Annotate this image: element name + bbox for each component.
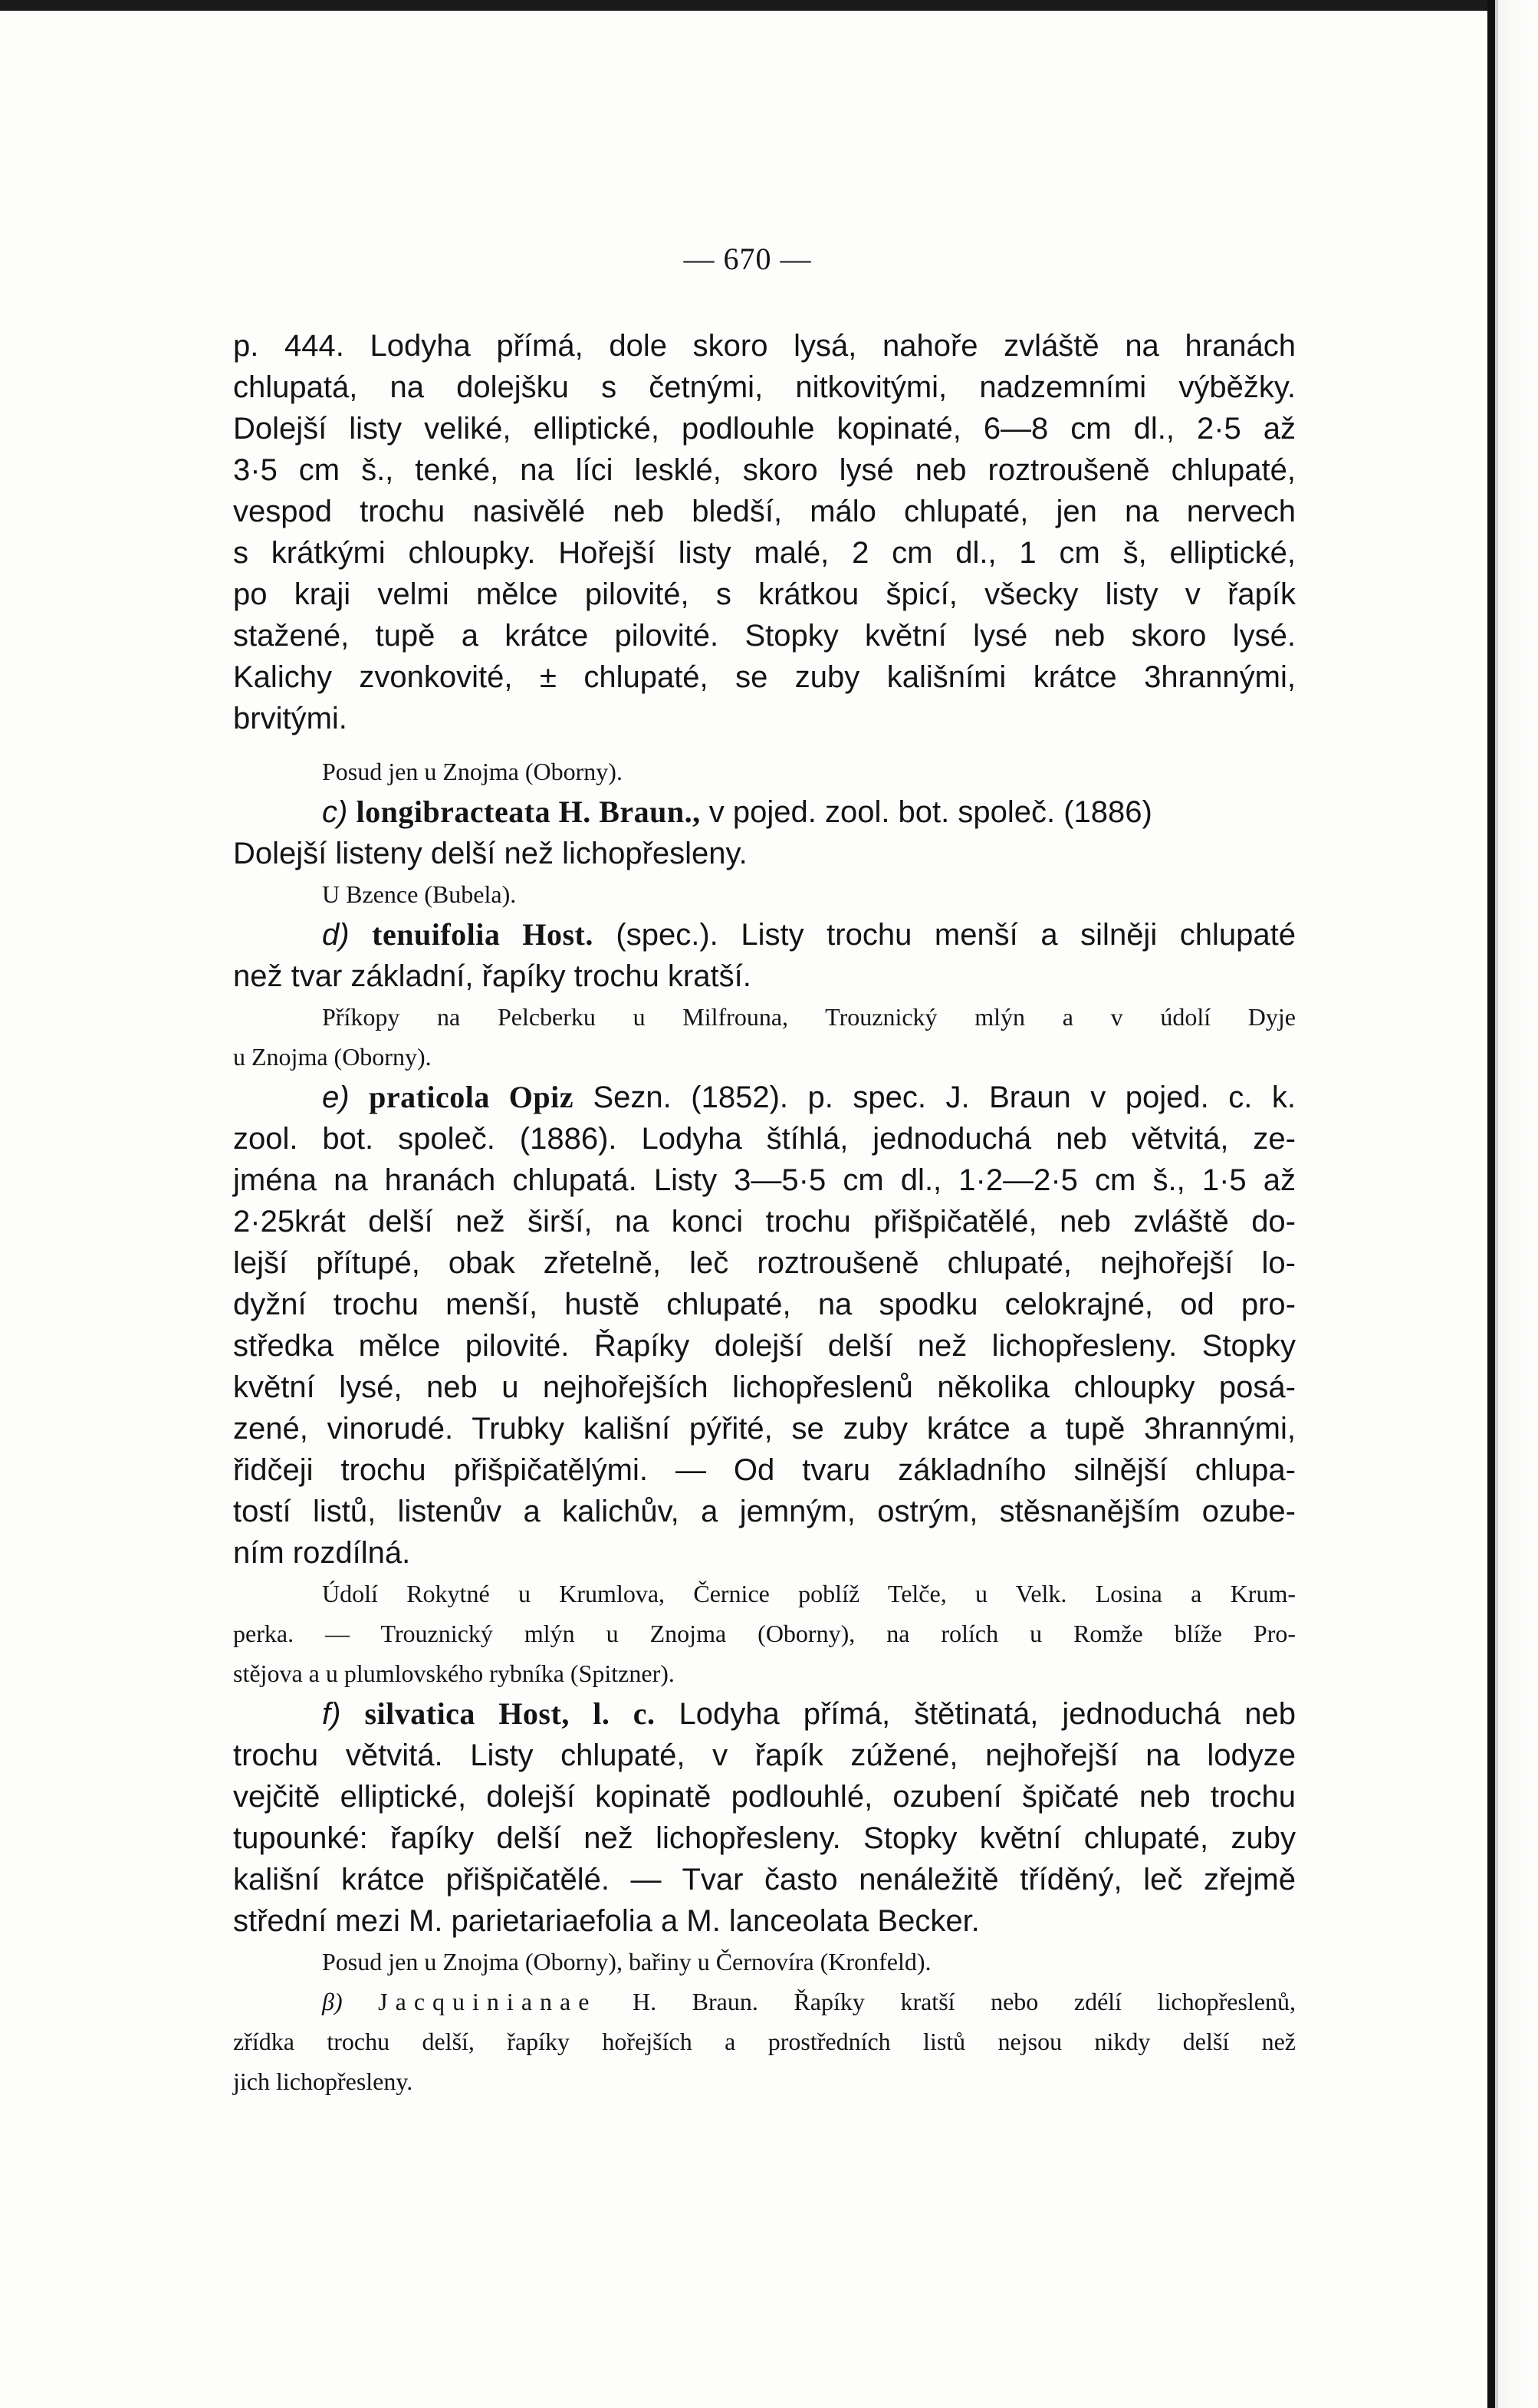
text-line: tostí listů, listenův a kalichův, a jemným, ostrým, stěsnanějším ozube- <box>233 1495 1296 1528</box>
subvariety-name: Jacquinianae <box>378 1988 597 2015</box>
text-line: květní lysé, neb u nejhořejších lichopřeslenů několika chloupky posá- <box>233 1370 1296 1404</box>
text-line: stažené, tupě a krátce pilovité. Stopky květní lysé neb skoro lysé. <box>233 619 1296 653</box>
text-body <box>233 325 1296 2101</box>
locality-line: zřídka trochu delší, řapíky hořejších a prostředních listů nejsou nikdy delší než <box>233 2028 1296 2055</box>
locality-note <box>233 752 1296 791</box>
variety-heading: d) tenuifolia Host. (spec.). Listy trochu menší a silněji chlupaté <box>322 917 1296 952</box>
locality-line: perka. — Trouznický mlýn u Znojma (Oborny), na rolích u Romže blíže Pro- <box>233 1620 1296 1647</box>
text-line: dyžní trochu menší, hustě chlupaté, na spodku celokrajné, od pro- <box>233 1288 1296 1321</box>
text-line: řidčeji trochu přišpičatělými. — Od tvaru základního silnější chlupa- <box>233 1453 1296 1487</box>
text-line: vespod trochu nasivělé neb bledší, málo chlupaté, jen na nervech <box>233 495 1296 528</box>
binding-edge <box>1487 0 1495 2408</box>
text-line: p. 444. Lodyha přímá, dole skoro lysá, nahoře zvláště na hranách <box>233 329 1296 363</box>
text-line: střední mezi M. parietariaefolia a M. lanceolata Becker. <box>233 1904 980 1938</box>
locality-line: u Znojma (Oborny). <box>233 1043 432 1071</box>
locality-note <box>233 997 1296 1077</box>
text-line: kališní krátce přišpičatělé. — Tvar často nenáležitě tříděný, leč zřejmě <box>233 1863 1296 1896</box>
text-line: zené, vinorudé. Trubky kališní pýřité, se zuby krátce a tupě 3hrannými, <box>233 1412 1296 1446</box>
variety-heading: e) praticola Opiz Sezn. (1852). p. spec. J. Braun v pojed. c. k. <box>322 1080 1296 1114</box>
scan-margin <box>1495 0 1538 2408</box>
locality-note <box>233 1574 1296 1693</box>
variety-d <box>233 914 1296 956</box>
text-line: středka mělce pilovité. Řapíky dolejší delší než lichopřesleny. Stopky <box>233 1329 1296 1363</box>
text-line: Dolejší listeny delší než lichopřesleny. <box>233 837 748 870</box>
locality-line: Posud jen u Znojma (Oborny). <box>322 758 623 785</box>
text-line: tupounké: řapíky delší než lichopřesleny. Stopky květní chlupaté, zuby <box>233 1821 1296 1855</box>
text-line: trochu větvitá. Listy chlupaté, v řapík zúžené, nejhořejší na lodyze <box>233 1739 1296 1772</box>
locality-line: U Bzence (Bubela). <box>322 880 517 908</box>
locality-line: Posud jen u Znojma (Oborny), bařiny u Černovíra (Kronfeld). <box>322 1948 932 1975</box>
subvariety-beta <box>233 1982 1296 2101</box>
variety-name: silvatica Host, l. c. <box>364 1696 656 1731</box>
variety-e <box>233 1077 1296 1118</box>
text-line: zool. bot. společ. (1886). Lodyha štíhlá, jednoduchá neb větvitá, ze- <box>233 1122 1296 1156</box>
text-line: brvitými. <box>233 702 347 735</box>
variety-name: longibracteata H. Braun., <box>356 794 701 829</box>
description-paragraph <box>233 325 1296 739</box>
text-line: 2·25krát delší než širší, na konci trochu přišpičatělé, neb zvláště do- <box>233 1205 1296 1239</box>
variety-name: tenuifolia Host. <box>372 917 593 952</box>
variety-heading: f) silvatica Host, l. c. Lodyha přímá, štětinatá, jednoduchá neb <box>322 1696 1296 1731</box>
variety-f <box>233 1693 1296 1735</box>
text-line: lejší přítupé, obak zřetelně, leč roztroušeně chlupaté, nejhořejší lo- <box>233 1246 1296 1280</box>
variety-heading: c) longibracteata H. Braun., v pojed. zool. bot. společ. (1886) <box>322 794 1152 829</box>
locality-note <box>233 1942 1296 1982</box>
text-line: Dolejší listy veliké, elliptické, podlouhle kopinaté, 6—8 cm dl., 2·5 až <box>233 412 1296 446</box>
locality-line: jich lichopřesleny. <box>233 2068 413 2095</box>
variety-name: praticola Opiz <box>369 1080 573 1114</box>
subvariety-heading: β) Jacquinianae H. Braun. Řapíky kratší nebo zdélí lichopřeslenů, <box>322 1988 1296 2015</box>
text-line: vejčitě elliptické, dolejší kopinatě podlouhlé, ozubení špičaté neb trochu <box>233 1780 1296 1814</box>
locality-line: Údolí Rokytné u Krumlova, Černice poblíž Telče, u Velk. Losina a Krum- <box>322 1580 1296 1607</box>
text-line: jména na hranách chlupatá. Listy 3—5·5 cm dl., 1·2—2·5 cm š., 1·5 až <box>233 1163 1296 1197</box>
text-line: po kraji velmi mělce pilovité, s krátkou špicí, všecky listy v řapík <box>233 577 1296 611</box>
locality-line: stějova a u plumlovského rybníka (Spitzner). <box>233 1660 675 1687</box>
variety-c <box>233 791 1296 833</box>
text-line: než tvar základní, řapíky trochu kratší. <box>233 959 751 993</box>
text-line: 3·5 cm š., tenké, na líci lesklé, skoro lysé neb roztroušeně chlupaté, <box>233 453 1296 487</box>
text-line: ním rozdílná. <box>233 1536 411 1570</box>
page-number: — 670 — <box>683 242 812 276</box>
text-line: chlupatá, na dolejšku s četnými, nitkovitými, nadzemními výběžky. <box>233 370 1296 404</box>
locality-note <box>233 874 1296 914</box>
text-line: Kalichy zvonkovité, ± chlupaté, se zuby kališními krátce 3hrannými, <box>233 660 1296 694</box>
text-line: s krátkými chloupky. Hořejší listy malé, 2 cm dl., 1 cm š, elliptické, <box>233 536 1296 570</box>
locality-line: Příkopy na Pelcberku u Milfrouna, Trouznický mlýn a v údolí Dyje <box>322 1003 1296 1031</box>
